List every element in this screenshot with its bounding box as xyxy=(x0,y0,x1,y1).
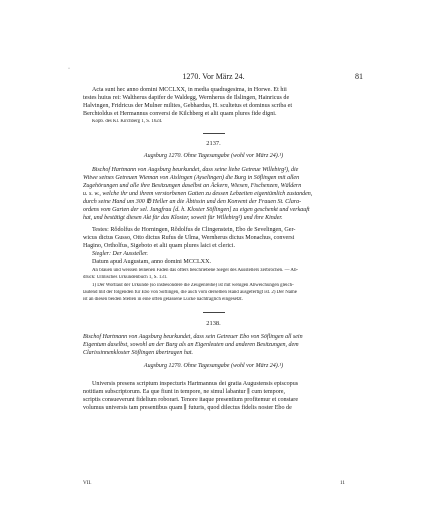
text-line: Universis presens scriptum inspecturis Hartmannus dei gratia Augustensis episcopus xyxy=(92,381,299,387)
document-number: 2137. xyxy=(206,140,221,147)
editorial-note: druck: Ulmisches Urkundenbuch 1, S. 131. xyxy=(83,275,168,280)
footnote: ist an diesen beiden Stellen in eine offen gelassene Lücke nachträglich eingesetzt. xyxy=(83,297,243,302)
source-note: Kopb. des Kl. Kirchberg 1, S. 1624. xyxy=(92,119,163,124)
seal-line: Siegler: Der Aussteller. xyxy=(92,251,149,257)
regest-line: Witwe seines Getreuen Wieman von Aislingen (Ayselingen) die Burg in Söflingen mit allen xyxy=(83,175,300,181)
text-line: Halvingen, Fridricus der Mulner milites, Gebhardus, H. scultetus et dominus scriba et xyxy=(83,103,293,109)
text-line: Acta sunt hec anno domini MCCLXX, in media quadragesima, in Horwe. Et hii xyxy=(92,87,287,93)
datum-line: Datum apud Augustam, anno domini MCCLXX. xyxy=(92,259,211,265)
running-header xyxy=(0,72,427,84)
dateline: Augsburg 1270. Ohne Tagesangabe (wohl vor März 24).¹) xyxy=(143,153,284,159)
text-line: testes huius rei: Waltherus dapifer de Waldegg, Wernherus de Ilslingen, Hainricus de xyxy=(83,95,290,101)
footnote: 1) Der Wortlaut der Urkunde (so insbesondere die Zeugenreihe) ist mit wenigen Abweichungen gleich- xyxy=(92,283,294,288)
witness-line: Testes: Rŏdolfus de Horningen, Rŏdolfus de Clingenstein, Ebo de Sevelingen, Ger- xyxy=(92,227,296,233)
text-line: notitiam subscriptorum. Ea que fiunt in tempore, ne simul labantur ∥ cum tempore, xyxy=(83,389,286,395)
footnote: lautend mit der folgenden für Ebo von Söflingen, die auch vom derselben Hand ausgefertigt ist. 2) Der Name xyxy=(83,290,297,295)
text-line: scriptis consueverunt fidelium roborari. Tenore itaque presentium profitemur et constare xyxy=(83,397,299,403)
witness-line: wicus dictus Gusso, Otto dictus Rufus de Ulma, Wernherus dictus Monachus, conversi xyxy=(83,235,295,241)
signature-mark: 11 xyxy=(340,480,345,486)
regest-line: Clarissinnenkloster Söflingen übertragen hat. xyxy=(83,350,193,356)
running-head-title: 1270. Vor März 24. xyxy=(182,72,245,81)
volume-mark: VII. xyxy=(83,480,92,486)
regest-line: Bischof Hartmann von Augsburg beurkundet, dass sein Getreuer Ebo von Söflingen all sein xyxy=(83,334,303,340)
regest-line: u. s. w., welche ihr und ihrem verstorbenen Gatten zu dessen Lebzeiten eigentümlich zustanden, xyxy=(83,191,313,197)
regest-line: Zugehörungen und alle ihre Besitzungen daselbst an Äckern, Wiesen, Fischenzen, Wäldern xyxy=(83,183,302,189)
regest-line: hat, und bestätigt diesen Akt für das Kloster, soweit für Willebirg²) und ihre Kinder. xyxy=(83,215,283,221)
page-number: 81 xyxy=(355,72,363,81)
text-line: Berchtoldus et Hermannus conversi de Kilchberg et alii quam plures fide digni. xyxy=(83,111,277,117)
witness-line: Hagino, Ortholfus, Sigeboto et alii quam plures laici et clerici. xyxy=(83,243,235,249)
regest-line: Eigentum daselbst, sowohl an der Burg als an Eigenleuten und anderen Besitzungen, dem xyxy=(83,342,299,348)
regest-line: Bischof Hartmann von Augsburg beurkundet, dass seine liebe Getreue Willebirg²), die xyxy=(92,167,299,173)
page-footer xyxy=(83,480,345,486)
dateline: Augsburg 1270. Ohne Tagesangabe (wohl vor März 24).¹) xyxy=(143,363,284,369)
document-number: 2138. xyxy=(206,320,221,327)
separator-rule xyxy=(203,133,225,134)
editorial-note: An blauen und weissen leinenen Fäden das öfters beschriebene Siegel des Ausstellers zerbrochen. — Ab- xyxy=(92,268,299,273)
text-line: volumus universis tam presentibus quam ∥ futuris, quod dilectus fidelis noster Ebo de xyxy=(83,405,292,411)
regest-line: durch seine Hand um 300 ℔ Heller an die Äbtissin und den Konvent der Frauen St. Clara- xyxy=(83,199,302,205)
separator-rule xyxy=(203,312,225,313)
regest-line: ordens vom Garten der sel. Jungfrau [d. h. Kloster Söflingen] zu eigen geschenkt und verkauft xyxy=(83,207,310,213)
margin-mark: · xyxy=(68,66,70,72)
